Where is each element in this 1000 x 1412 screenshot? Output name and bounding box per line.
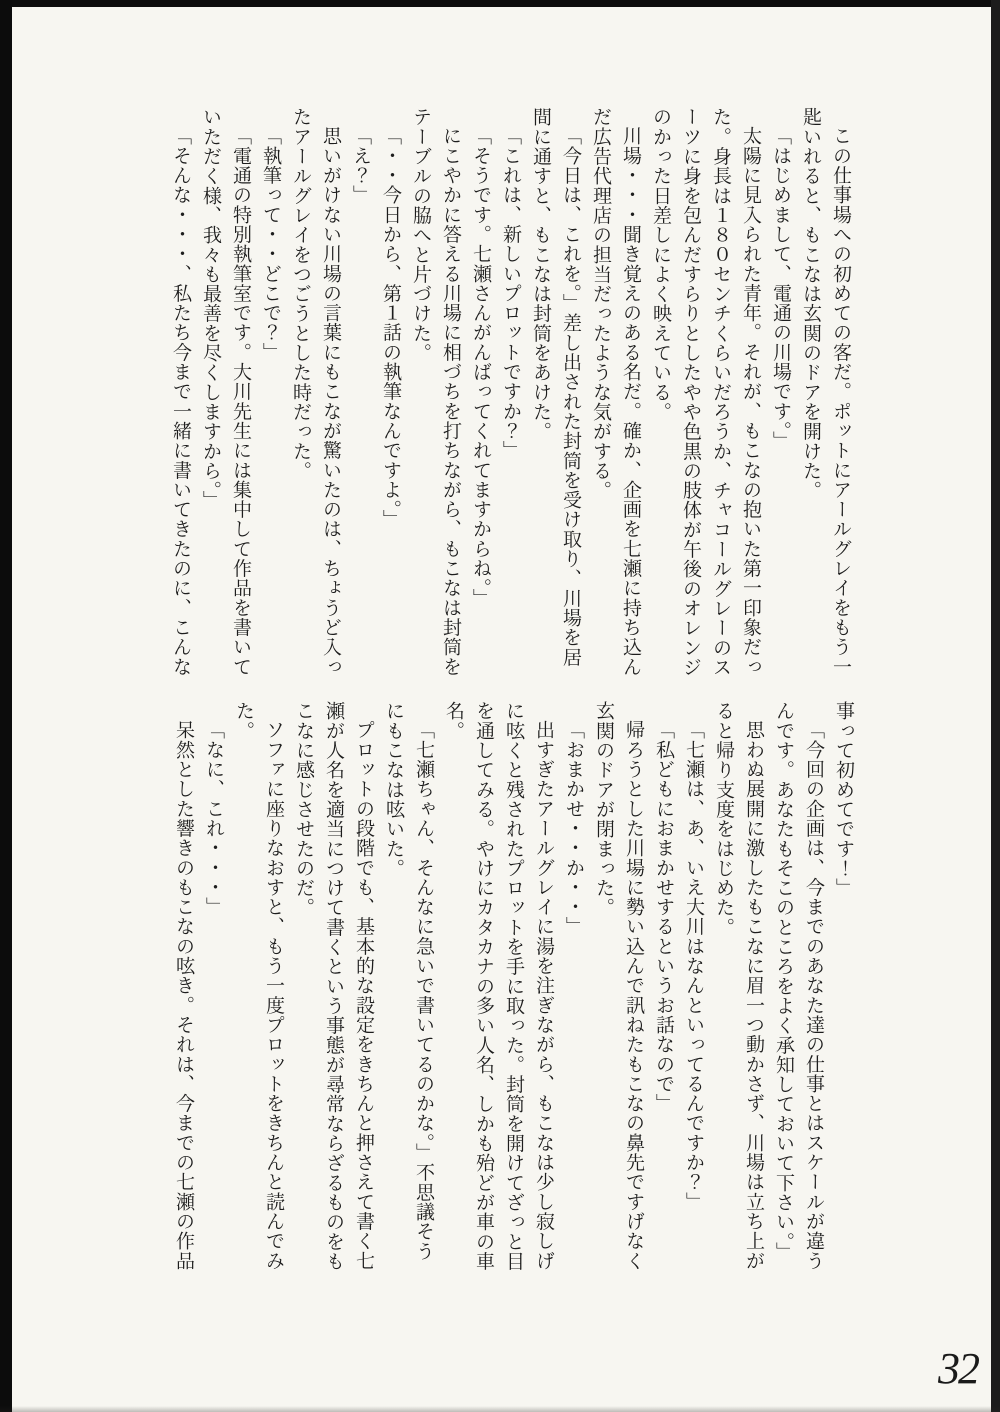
text-block-top xyxy=(165,107,855,683)
paragraph: 思わぬ展開に激したもこなに眉一つ動かさず、川場は立ち上がると帰り支度をはじめた。 xyxy=(713,701,764,1271)
paragraph: この仕事場への初めての客だ。ポットにアールグレイをもう一匙いれると、もこなは玄関のドアを開けた。 xyxy=(800,107,851,677)
scan-border-bottom xyxy=(0,1406,1000,1412)
paragraph: 「はじめまして、電通の川場です。」 xyxy=(770,126,791,451)
paragraph: 「そうです。七瀬さんがんばってくれてますからね。」 xyxy=(470,126,491,608)
paragraph: 「七瀬は、あ、いえ大川はなんといってるんですか？」 xyxy=(683,720,704,1212)
paragraph: 川場・・・聞き覚えのある名だ。確か、企画を七瀬に持ち込んだ広告代理店の担当だったような気がする。 xyxy=(590,107,641,677)
paragraph: 「今日は、これを。」差し出された封筒を受け取り、川場を居間に通すと、もこなは封筒をあけた。 xyxy=(530,107,581,667)
paragraph: 「私どもにおまかせするというお話なので」 xyxy=(653,720,674,1113)
paragraph: 「執筆って・・どこで？」 xyxy=(260,126,281,362)
scan-border-left xyxy=(0,0,12,1412)
paragraph: 「え？」 xyxy=(350,126,371,205)
paragraph: 「・・今日から、第１話の執筆なんですよ。」 xyxy=(380,126,401,530)
text-block-bottom xyxy=(168,701,858,1277)
paragraph: にこやかに答える川場に相づちを打ちながら、もこなは封筒をテーブルの脇へと片づけた。 xyxy=(410,107,461,677)
paragraph: 帰ろうとした川場に勢い込んで訊ねたもこなの鼻先ですげなく玄関のドアが閉まった。 xyxy=(593,701,644,1271)
paragraph: プロットの段階でも、基本的な設定をきちんと押さえて書く七瀬が人名を適当につけて書くという事態が尋常ならざるものをもこなに感じさせたのだ。 xyxy=(293,701,374,1271)
paragraph: ソファに座りなおすと、もう一度プロットをきちんと読んでみた。 xyxy=(233,701,284,1271)
paragraph: 思いがけない川場の言葉にもこなが驚いたのは、ちょうど入ったアールグレイをつごうとした時だった。 xyxy=(290,107,341,677)
paragraph: 「おまかせ・・か・・」 xyxy=(563,720,584,937)
paragraph: 「七瀬ちゃん、そんなに急いで書いてるのかな。」不思議そうにもこなは呟いた。 xyxy=(383,701,434,1261)
paragraph: 「なに、これ・・・」 xyxy=(203,720,224,917)
paragraph: 事って初めてです！」 xyxy=(833,701,854,898)
paragraph: 出すぎたアールグレイに湯を注ぎながら、もこなは少し寂しげに呟くと残されたプロットを手に取った。封筒を開けてざっと目を通してみる。やけにカタカナの多い人名、しかも殆どが車の車名。 xyxy=(443,701,554,1271)
page-number: 32 xyxy=(938,1344,978,1393)
paragraph: 呆然とした響きのもこなの呟き。それは、今までの七瀬の作品 xyxy=(173,720,194,1271)
paragraph: 「電通の特別執筆室です。大川先生には集中して作品を書いていただく様、我々も最善を尽くしますから。」 xyxy=(200,107,251,677)
paragraph: 「そんな・・・、私たち今まで一緒に書いてきたのに、こんな xyxy=(170,126,191,677)
scan-border-right xyxy=(991,0,1000,1412)
paragraph: 太陽に見入られた青年。それが、もこなの抱いた第一印象だった。身長は１８０センチくらいだろうか、チャコールグレーのスーツに身を包んだすらりとしたやや色黒の肢体が午後のオレンジのかった日差しによく映えている。 xyxy=(650,107,761,677)
paragraph: 「今回の企画は、今までのあなた達の仕事とはスケールが違うんです。あなたもそこのところをよく承知しておいて下さい。」 xyxy=(773,701,824,1271)
scan-border-top xyxy=(0,0,1000,7)
paragraph: 「これは、新しいプロットですか？」 xyxy=(500,126,521,461)
